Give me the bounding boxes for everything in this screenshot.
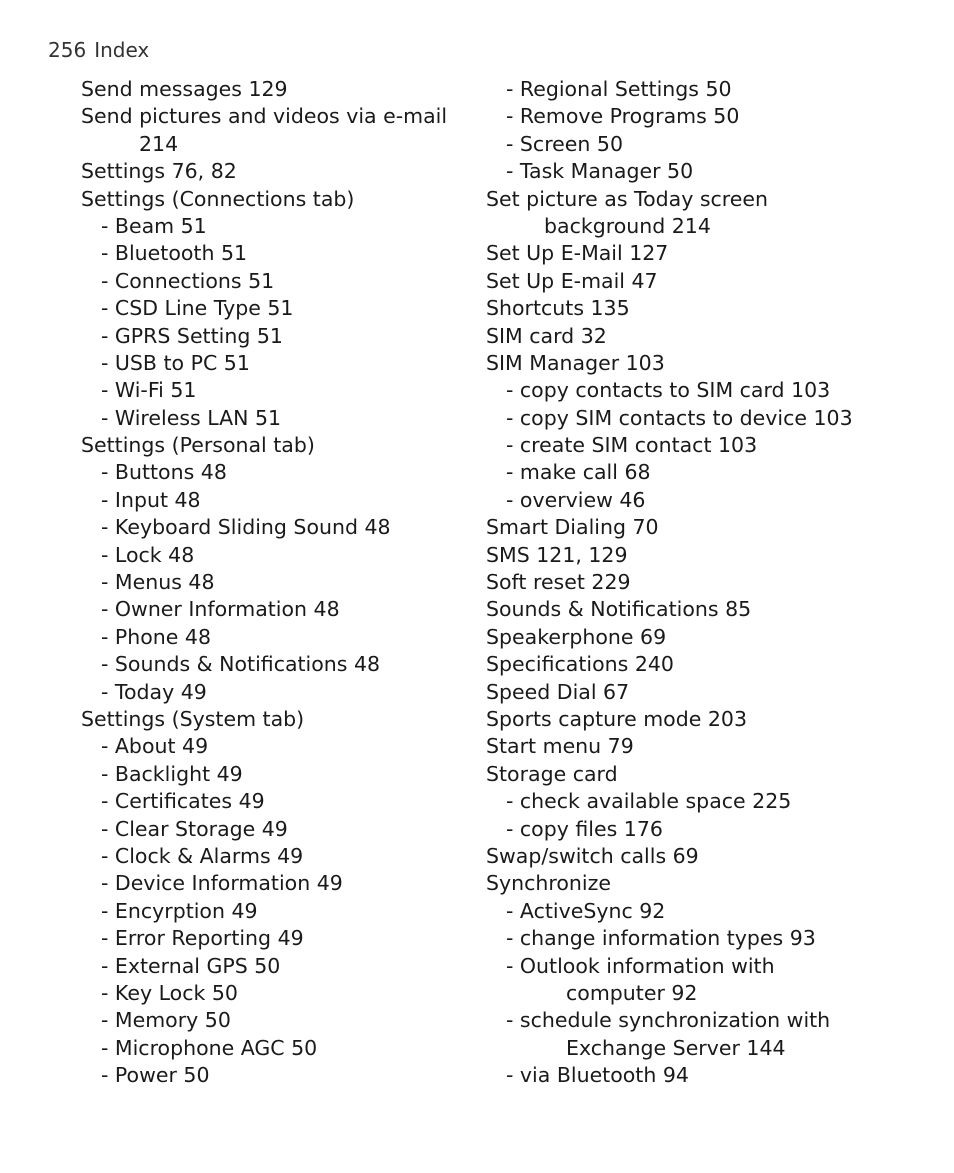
index-subentry: - Microphone AGC 50 xyxy=(101,1035,318,1060)
index-subentry: - Memory 50 xyxy=(101,1008,231,1033)
index-subentry: - Encyrption 49 xyxy=(101,898,258,923)
index-subentry: - Bluetooth 51 xyxy=(101,241,248,266)
index-subentry: - Outlook information with xyxy=(506,953,775,978)
index-entry: Sports capture mode 203 xyxy=(486,706,747,731)
index-entry-continuation: computer 92 xyxy=(566,980,698,1005)
index-entry: Swap/switch calls 69 xyxy=(486,843,699,868)
index-entry: Set Up E-mail 47 xyxy=(486,268,658,293)
index-subentry: - Input 48 xyxy=(101,487,201,512)
index-subentry: - make call 68 xyxy=(506,460,651,485)
index-subentry: - Power 50 xyxy=(101,1063,210,1088)
index-subentry: - Owner Information 48 xyxy=(101,597,340,622)
index-subentry: - overview 46 xyxy=(506,487,646,512)
index-subentry: - via Bluetooth 94 xyxy=(506,1063,689,1088)
index-subentry: - schedule synchronization with xyxy=(506,1008,831,1033)
index-subentry: - Certificates 49 xyxy=(101,789,265,814)
index-subentry: - Screen 50 xyxy=(506,131,623,156)
index-entry: SIM Manager 103 xyxy=(486,350,665,375)
index-subentry: - Remove Programs 50 xyxy=(506,104,740,129)
index-entry: SIM card 32 xyxy=(486,323,607,348)
index-subentry: - Beam 51 xyxy=(101,213,207,238)
index-entry: Specifications 240 xyxy=(486,652,674,677)
index-entry: Settings (Personal tab) xyxy=(81,433,315,458)
index-subentry: - Backlight 49 xyxy=(101,761,243,786)
index-subentry: - create SIM contact 103 xyxy=(506,433,758,458)
index-entry: Send pictures and videos via e-mail xyxy=(81,104,448,129)
index-subentry: - Menus 48 xyxy=(101,570,215,595)
page-number: 256 xyxy=(48,38,87,62)
index-subentry: - Task Manager 50 xyxy=(506,159,694,184)
index-entry-continuation: 214 xyxy=(139,131,179,156)
index-subentry: - Sounds & Notifications 48 xyxy=(101,652,381,677)
index-subentry: - Clear Storage 49 xyxy=(101,816,288,841)
index-subentry: - Connections 51 xyxy=(101,268,275,293)
index-entry: Set Up E-Mail 127 xyxy=(486,241,669,266)
index-subentry: - Buttons 48 xyxy=(101,460,227,485)
index-subentry: - copy contacts to SIM card 103 xyxy=(506,378,831,403)
index-subentry: - change information types 93 xyxy=(506,926,816,951)
index-entry: SMS 121, 129 xyxy=(486,542,628,567)
index-entry: Settings (Connections tab) xyxy=(81,186,355,211)
index-subentry: - Wireless LAN 51 xyxy=(101,405,282,430)
index-subentry: - Phone 48 xyxy=(101,624,212,649)
index-subentry: - Device Information 49 xyxy=(101,871,343,896)
index-entry: Start menu 79 xyxy=(486,734,634,759)
index-entry: Settings (System tab) xyxy=(81,706,305,731)
index-subentry: - copy SIM contacts to device 103 xyxy=(506,405,853,430)
index-subentry: - check available space 225 xyxy=(506,789,792,814)
section-title: Index xyxy=(94,38,150,62)
index-entry: Send messages 129 xyxy=(81,77,288,101)
index-subentry: - USB to PC 51 xyxy=(101,350,250,375)
index-subentry: - Clock & Alarms 49 xyxy=(101,843,304,868)
page-header xyxy=(48,36,149,64)
index-subentry: - Wi-Fi 51 xyxy=(101,378,197,403)
index-entry: Shortcuts 135 xyxy=(486,296,630,321)
index-column-right xyxy=(486,76,853,1089)
index-entry: Synchronize xyxy=(486,871,611,896)
index-subentry: - About 49 xyxy=(101,734,209,759)
index-subentry: - copy files 176 xyxy=(506,816,663,841)
index-subentry: - CSD Line Type 51 xyxy=(101,296,294,321)
index-entry: Set picture as Today screen xyxy=(486,186,769,211)
index-entry: Speakerphone 69 xyxy=(486,624,667,649)
index-column-left xyxy=(81,76,447,1089)
index-entry-continuation: Exchange Server 144 xyxy=(566,1035,786,1060)
index-entry-continuation: background 214 xyxy=(544,213,711,238)
index-subentry: - Keyboard Sliding Sound 48 xyxy=(101,515,391,540)
index-subentry: - ActiveSync 92 xyxy=(506,898,666,923)
index-subentry: - Regional Settings 50 xyxy=(506,77,732,101)
index-entry: Sounds & Notifications 85 xyxy=(486,597,752,622)
index-entry: Smart Dialing 70 xyxy=(486,515,659,540)
index-entry: Settings 76, 82 xyxy=(81,159,237,184)
index-subentry: - Today 49 xyxy=(101,679,207,704)
index-subentry: - Lock 48 xyxy=(101,542,195,567)
index-subentry: - External GPS 50 xyxy=(101,953,281,978)
index-subentry: - Key Lock 50 xyxy=(101,980,238,1005)
index-entry: Storage card xyxy=(486,761,618,786)
index-subentry: - GPRS Setting 51 xyxy=(101,323,283,348)
index-entry: Speed Dial 67 xyxy=(486,679,630,704)
index-entry: Soft reset 229 xyxy=(486,570,631,595)
index-subentry: - Error Reporting 49 xyxy=(101,926,304,951)
